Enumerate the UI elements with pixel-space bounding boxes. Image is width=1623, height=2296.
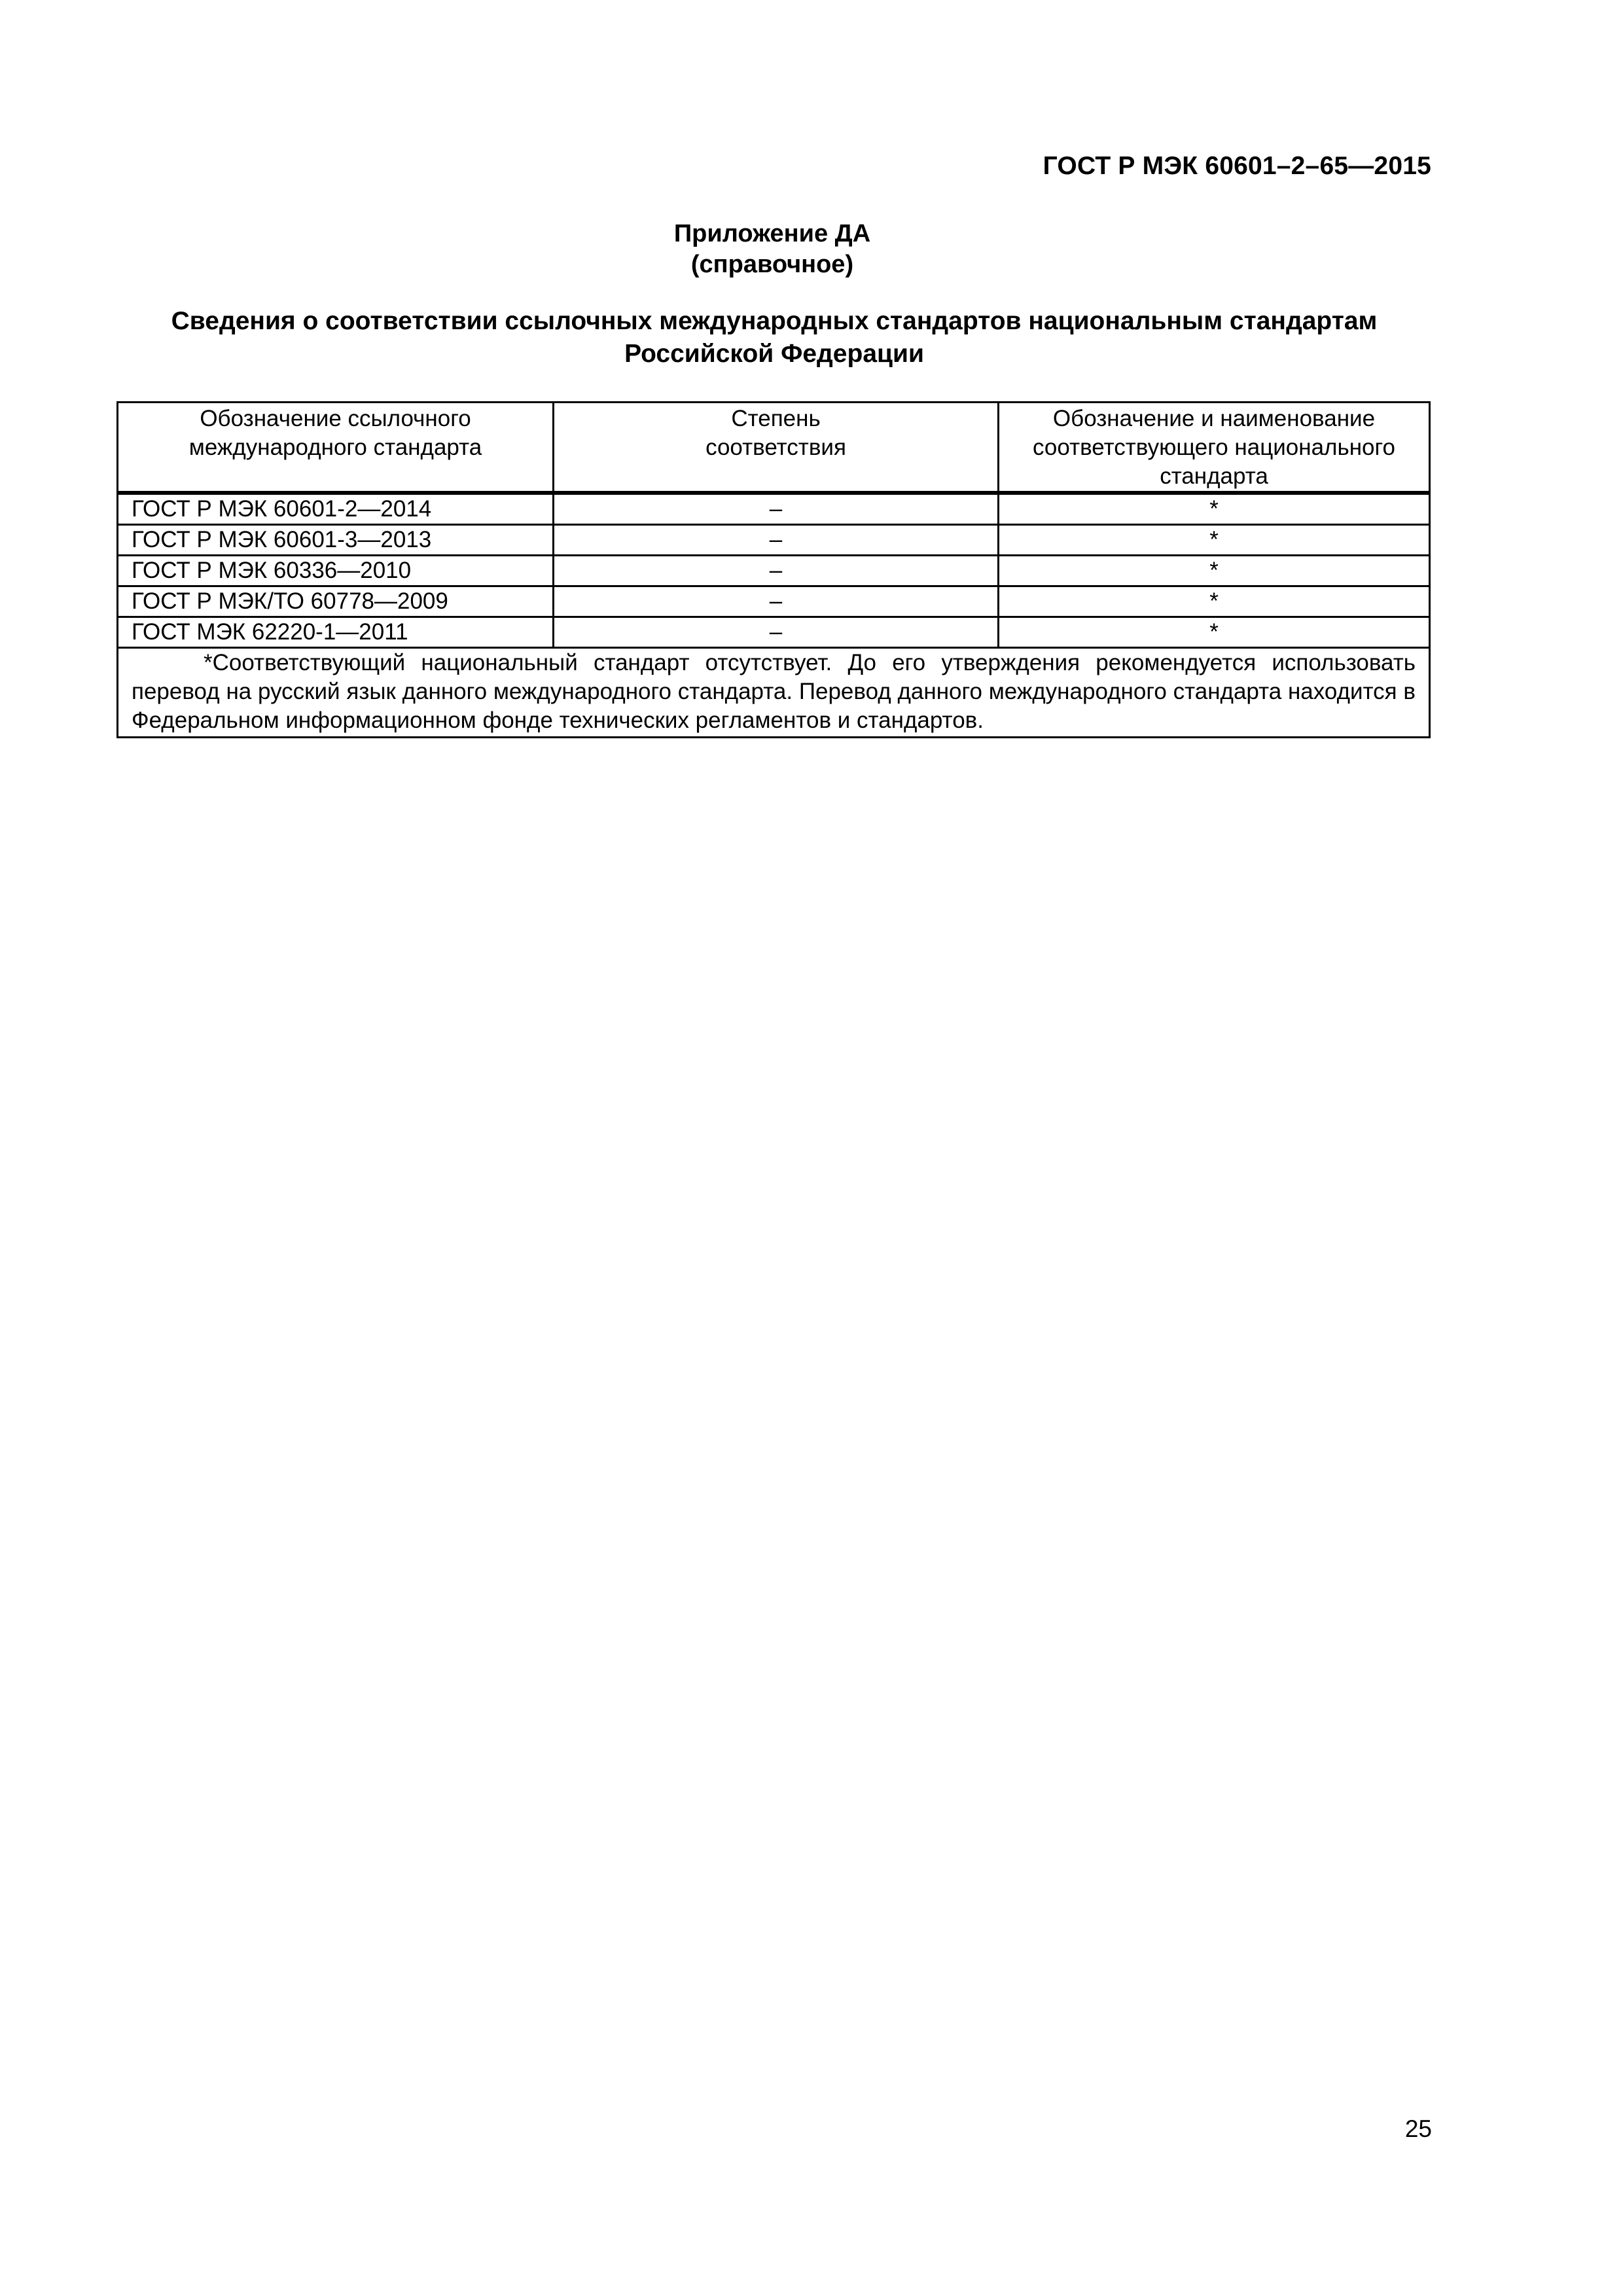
header-line: соответствующего национального bbox=[1033, 435, 1395, 460]
section-heading bbox=[116, 305, 1432, 370]
section-heading-line-2: Российской Федерации bbox=[624, 340, 924, 368]
column-header-degree-of-conformity bbox=[554, 403, 999, 493]
header-line: Степень bbox=[731, 406, 821, 431]
header-line: соответствия bbox=[705, 435, 846, 460]
table-row bbox=[118, 493, 1430, 525]
national-standard-cell: * bbox=[999, 493, 1430, 525]
national-standard-cell: * bbox=[999, 525, 1430, 556]
annex-subtitle: (справочное) bbox=[690, 251, 854, 278]
header-line: Обозначение ссылочного bbox=[200, 406, 471, 431]
header-line: стандарта bbox=[1160, 463, 1268, 489]
column-header-national-standard bbox=[999, 403, 1430, 493]
national-standard-cell: * bbox=[999, 556, 1430, 586]
national-standard-cell: * bbox=[999, 617, 1430, 648]
conformity-cell: – bbox=[554, 493, 999, 525]
table-row bbox=[118, 586, 1430, 617]
standards-correspondence-table bbox=[116, 401, 1431, 738]
header-line: международного стандарта bbox=[188, 435, 482, 460]
reference-standard-cell: ГОСТ Р МЭК 60336—2010 bbox=[118, 556, 554, 586]
table-header-row bbox=[118, 403, 1430, 493]
reference-standard-cell: ГОСТ МЭК 62220-1—2011 bbox=[118, 617, 554, 648]
header-line: Обозначение и наименование bbox=[1052, 406, 1376, 431]
table-footnote-row bbox=[118, 648, 1430, 738]
section-heading-line-1: Сведения о соответствии ссылочных международных стандартов национальным стандартам bbox=[171, 307, 1378, 335]
conformity-cell: – bbox=[554, 556, 999, 586]
document-code: ГОСТ Р МЭК 60601–2–65—2015 bbox=[1043, 152, 1431, 180]
table-row bbox=[118, 525, 1430, 556]
page-number: 25 bbox=[1404, 2115, 1432, 2142]
table-row bbox=[118, 556, 1430, 586]
conformity-cell: – bbox=[554, 586, 999, 617]
national-standard-cell: * bbox=[999, 586, 1430, 617]
table-row bbox=[118, 617, 1430, 648]
reference-standard-cell: ГОСТ Р МЭК/ТО 60778—2009 bbox=[118, 586, 554, 617]
reference-standard-cell: ГОСТ Р МЭК 60601-2—2014 bbox=[118, 493, 554, 525]
reference-standard-cell: ГОСТ Р МЭК 60601-3—2013 bbox=[118, 525, 554, 556]
table-footnote bbox=[118, 648, 1430, 738]
annex-heading bbox=[0, 219, 1544, 280]
conformity-cell: – bbox=[554, 617, 999, 648]
footnote-text: *Соответствующий национальный стандарт отсутствует. До его утверждения рекомендуется использовать перевод на русский язык данного международного стандарта. Перевод данного международного стандарта находится в Федеральном информационном фонде технических регламентов и стандартов. bbox=[132, 650, 1416, 733]
conformity-cell: – bbox=[554, 525, 999, 556]
column-header-reference-standard bbox=[118, 403, 554, 493]
annex-title: Приложение ДА bbox=[673, 220, 871, 247]
